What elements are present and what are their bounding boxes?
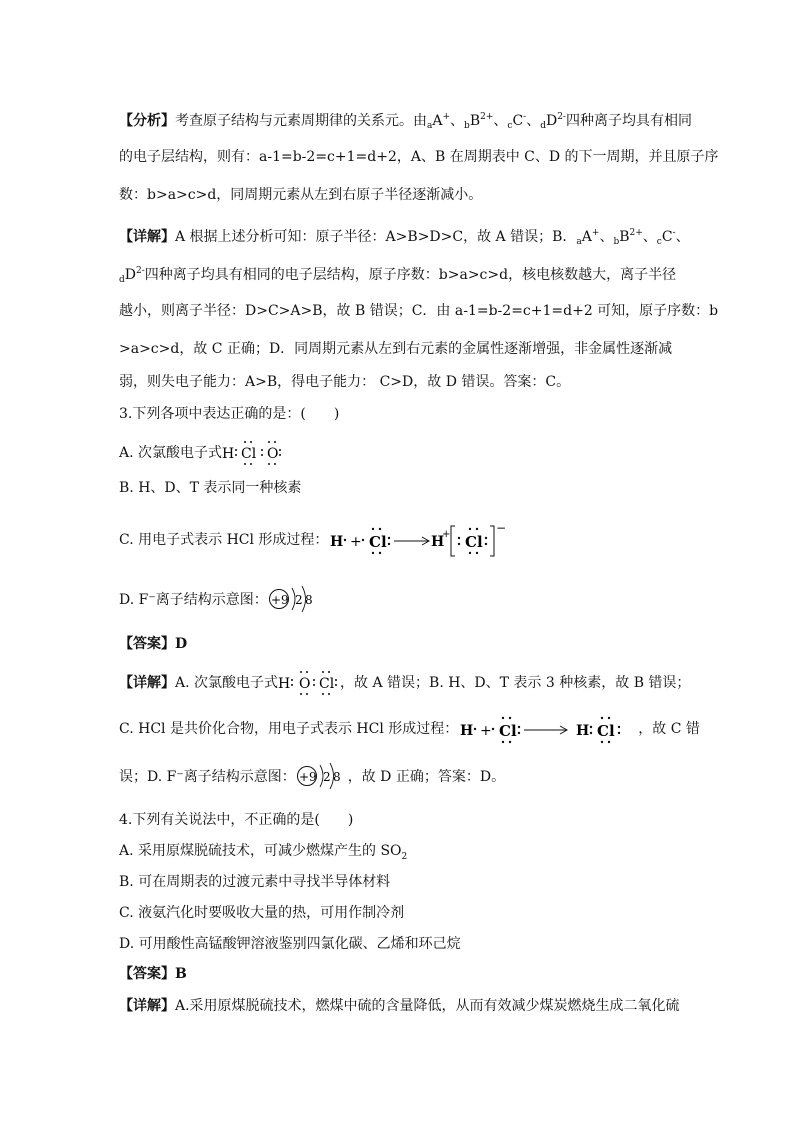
shell-1-electrons: 2 <box>322 770 331 784</box>
q3-option-d: D. F⁻离子结构示意图： +9 2 8 <box>119 585 320 615</box>
hcl-formation-covalent <box>458 709 638 749</box>
ion-a: $_a$A+ <box>427 112 451 131</box>
ion-d: $_dD^{2-}$ <box>119 266 145 285</box>
ion-a: $_a$A+ <box>576 228 600 247</box>
q3-stem: 3.下列各项中表达正确的是：( ) <box>119 406 340 422</box>
atom-cl: Cl <box>319 676 335 692</box>
svg-text:+: + <box>442 529 451 540</box>
plus-sign: + <box>480 723 492 739</box>
analysis-tag: 【分析】 <box>119 113 175 129</box>
ion-c: $_c$C- <box>656 228 676 247</box>
atom-h: H <box>460 723 474 739</box>
nucleus-charge: +9 <box>270 593 289 607</box>
atom-o: O <box>267 446 279 462</box>
q4-stem: 4.下列有关说法中，不正确的是( ) <box>119 812 354 828</box>
q3-option-c: C. 用电子式表示 HCl 形成过程： H + Cl H + Cl − <box>119 520 512 560</box>
atom-o: O <box>299 676 311 692</box>
analysis-line-2: 的电子层结构，则有：a-1=b-2=c+1=d+2，A、B 在周期表中 C、D 的下一周期，并且原子序 <box>119 149 719 165</box>
hcl-formation-ionic-wrong <box>328 520 512 560</box>
detail1-line-5: 弱，则失电子能力：A>B，得电子能力： C>D，故 D 错误。答案：C。 <box>119 374 571 390</box>
atom-cl: Cl <box>241 446 257 462</box>
q3-answer: 【答案】D <box>119 636 188 652</box>
hclo-electron-formula-correct <box>278 670 340 696</box>
q4-option-a: A. 采用原煤脱硫技术，可减少燃煤产生的 $SO_2$ <box>119 843 408 862</box>
atom-h-product: H <box>576 723 590 739</box>
q3-detail-line-2: C. HCl 是共价化合物，用电子式表示 HCl 形成过程： H + Cl H Cl ，故 C 错 <box>119 709 700 749</box>
ion-b: $_bB^{2+}$ <box>613 228 643 247</box>
shell-1-electrons: 2 <box>294 593 303 607</box>
q3-option-a: A. 次氯酸电子式 H Cl O <box>119 440 284 466</box>
q4-option-c: C. 液氨汽化时要吸收大量的热，可用作制冷剂 <box>119 905 405 921</box>
atom-cl-product: Cl <box>597 722 615 740</box>
ion-d: $_dD^{2-}$ <box>540 112 566 131</box>
detail1-line-2: $_dD^{2-}$四种离子均具有相同的电子层结构，原子序数：b>a>c>d，核电核数越大，离子半径 <box>119 261 676 290</box>
shell-2-electrons: 8 <box>304 593 313 607</box>
atom-cl-product: Cl <box>465 533 484 551</box>
detail-tag: 【详解】 <box>119 229 175 245</box>
f-ion-structure-diagram <box>296 762 348 792</box>
q4-option-b: B. 可在周期表的过渡元素中寻找半导体材料 <box>119 874 391 890</box>
atom-h: H <box>330 534 344 550</box>
atom-h: H <box>222 446 235 462</box>
atom-h-product: H <box>431 534 445 550</box>
q4-answer: 【答案】B <box>119 966 187 982</box>
atom-cl: Cl <box>499 722 517 740</box>
atom-h: H <box>278 676 291 692</box>
detail1-line-1: 【详解】A 根据上述分析可知：原子半径：A>B>D>C，故 A 错误；B．$_a$A+、$_bB^{2+}$、$_c$C-、 <box>119 223 690 252</box>
q4-option-d: D. 可用酸性高锰酸钾溶液鉴别四氯化碳、乙烯和环己烷 <box>119 936 461 952</box>
detail-tag: 【详解】 <box>119 675 175 691</box>
analysis-text: 考查原子结构与元素周期律的关系元。由 <box>175 113 427 129</box>
detail1-line-3: 越小，则离子半径：D>C>A>B，故 B 错误；C．由 a-1=b-2=c+1=d+2 可知，原子序数：b <box>119 303 719 319</box>
analysis-line-3: 数：b>a>c>d，同周期元素从左到右原子半径逐渐减小。 <box>119 187 483 203</box>
q3-option-b: B. H、D、T 表示同一种核素 <box>119 480 302 496</box>
q3-detail-line-3: 误；D. F⁻离子结构示意图： +9 2 8 ，故 D 正确；答案：D。 <box>119 762 505 792</box>
shell-2-electrons: 8 <box>332 770 341 784</box>
ion-c: $_c$C- <box>507 112 527 131</box>
atom-cl: Cl <box>369 533 388 551</box>
f-ion-structure-diagram <box>268 585 320 615</box>
hclo-electron-formula-wrong <box>222 440 284 466</box>
svg-text:−: − <box>496 521 507 535</box>
ion-b: $_bB^{2+}$ <box>464 112 494 131</box>
nucleus-charge: +9 <box>298 770 317 784</box>
q3-detail-line-1: 【详解】A. 次氯酸电子式 H O Cl ，故 A 错误；B. H、D、T 表示 3 种核素，故 B 错误； <box>119 670 690 696</box>
analysis-line-1: 【分析】考查原子结构与元素周期律的关系元。由$_a$A+、$_bB^{2+}$、$_c$C-、$_dD^{2-}$四种离子均具有相同 <box>119 107 692 136</box>
detail1-line-4: >a>c>d，故 C 正确；D．同周期元素从左到右元素的金属性逐渐增强，非金属性逐渐减 <box>119 341 673 357</box>
detail-tag: 【详解】 <box>119 998 175 1014</box>
plus-sign: + <box>350 534 363 550</box>
q4-detail: 【详解】A.采用原煤脱硫技术，燃煤中硫的含量降低，从而有效减少煤炭燃烧生成二氧化硫 <box>119 998 680 1014</box>
